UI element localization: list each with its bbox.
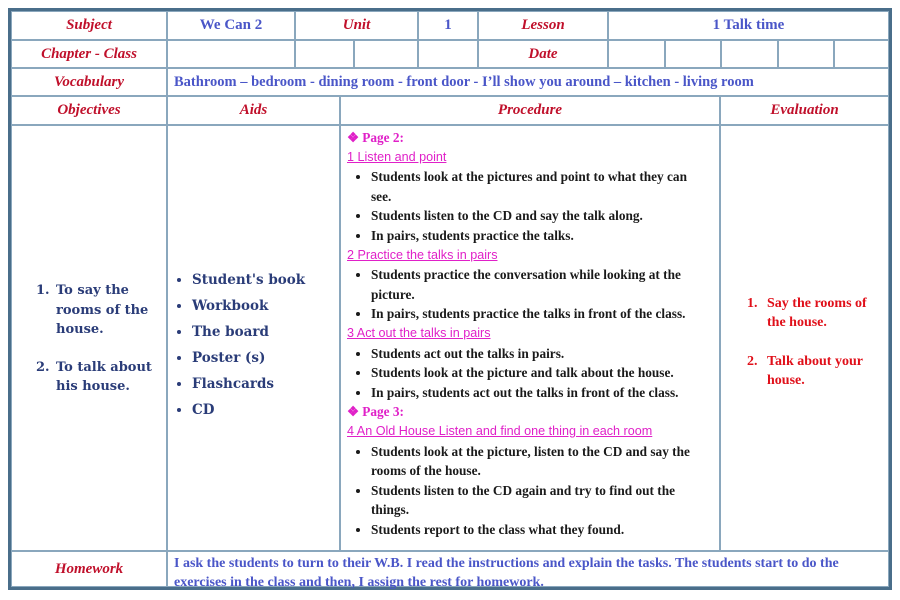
date-cell-4 bbox=[778, 40, 834, 68]
subject-value: We Can 2 bbox=[167, 11, 295, 40]
section-4-list bbox=[347, 442, 709, 540]
lesson-value: 1 Talk time bbox=[608, 11, 889, 40]
vocabulary-label: Vocabulary bbox=[11, 68, 167, 96]
section-old-house: 4 An Old House Listen and find one thing in each room bbox=[347, 423, 653, 438]
procedure-step: • Students act out the talks in pairs. bbox=[371, 344, 709, 364]
chapter-cell-1 bbox=[167, 40, 295, 68]
diamond-icon: ❖ bbox=[347, 404, 359, 420]
unit-value: 1 bbox=[418, 11, 478, 40]
aids-cell bbox=[167, 125, 340, 551]
section-1-list bbox=[347, 167, 709, 245]
section-listen-and-point: 1 Listen and point bbox=[347, 149, 447, 164]
section-3-list bbox=[347, 344, 709, 403]
chapter-cell-2 bbox=[295, 40, 354, 68]
procedure-step: • Students look at the picture, listen to the CD and say the rooms of the house. bbox=[371, 442, 709, 481]
objective-item: 1. To say the rooms of the house. bbox=[36, 283, 149, 337]
procedure-header: Procedure bbox=[340, 96, 720, 125]
date-cell-5 bbox=[834, 40, 889, 68]
procedure-step: • In pairs, students practice the talks. bbox=[371, 226, 709, 246]
chapter-cell-4 bbox=[418, 40, 478, 68]
vocabulary-value: Bathroom – bedroom - dining room - front door - I’ll show you around – kitchen - living room bbox=[167, 68, 889, 96]
objective-item: 2. To talk about his house. bbox=[36, 359, 152, 394]
chapter-class-label: Chapter - Class bbox=[11, 40, 167, 68]
subject-label: Subject bbox=[11, 11, 167, 40]
evaluation-list bbox=[747, 294, 883, 390]
aid-item: • Workbook bbox=[192, 293, 305, 319]
page-3-heading: ❖ Page 3: bbox=[347, 404, 404, 420]
homework-text: I ask the students to turn to their W.B. I read the instructions and explain the tasks. The students start to do the exercises in the class and then, I assign the rest for homework. bbox=[167, 551, 889, 587]
procedure-step: • Students listen to the CD again and try to find out the things. bbox=[371, 481, 709, 520]
lesson-label: Lesson bbox=[478, 11, 608, 40]
procedure-step: • Students look at the pictures and point to what they can see. bbox=[371, 167, 709, 206]
homework-label: Homework bbox=[11, 551, 167, 587]
evaluation-item: 2. Talk about your house. bbox=[747, 354, 863, 388]
evaluation-header: Evaluation bbox=[720, 96, 889, 125]
unit-label: Unit bbox=[295, 11, 418, 40]
procedure-cell bbox=[340, 125, 720, 551]
date-label: Date bbox=[478, 40, 608, 68]
objectives-list bbox=[36, 281, 164, 397]
procedure-step: • Students report to the class what they found. bbox=[371, 520, 709, 540]
aid-item: • Poster (s) bbox=[192, 345, 305, 371]
procedure-step: • In pairs, students practice the talks in front of the class. bbox=[371, 304, 709, 324]
evaluation-cell bbox=[720, 125, 889, 551]
diamond-icon: ❖ bbox=[347, 130, 359, 145]
date-cell-3 bbox=[721, 40, 778, 68]
procedure-step: • Students look at the picture and talk about the house. bbox=[371, 363, 709, 383]
evaluation-item: 1. Say the rooms of the house. bbox=[747, 296, 867, 330]
aid-item: • CD bbox=[192, 397, 305, 423]
procedure-step: • Students practice the conversation while looking at the picture. bbox=[371, 265, 709, 304]
section-practice-talks: 2 Practice the talks in pairs bbox=[347, 247, 498, 262]
procedure-step: • Students listen to the CD and say the talk along. bbox=[371, 206, 709, 226]
aids-list bbox=[172, 267, 305, 423]
aid-item: • Student's book bbox=[192, 267, 305, 293]
section-act-out-talks: 3 Act out the talks in pairs bbox=[347, 325, 491, 340]
aid-item: • Flashcards bbox=[192, 371, 305, 397]
objectives-header: Objectives bbox=[11, 96, 167, 125]
aid-item: • The board bbox=[192, 319, 305, 345]
procedure-step: • In pairs, students act out the talks in front of the class. bbox=[371, 383, 709, 403]
aids-header: Aids bbox=[167, 96, 340, 125]
chapter-cell-3 bbox=[354, 40, 418, 68]
page-2-heading: ❖ Page 2: bbox=[347, 130, 404, 145]
lesson-plan-table bbox=[8, 8, 892, 590]
section-2-list bbox=[347, 265, 709, 324]
objectives-cell bbox=[11, 125, 167, 551]
date-cell-2 bbox=[665, 40, 721, 68]
date-cell-1 bbox=[608, 40, 665, 68]
